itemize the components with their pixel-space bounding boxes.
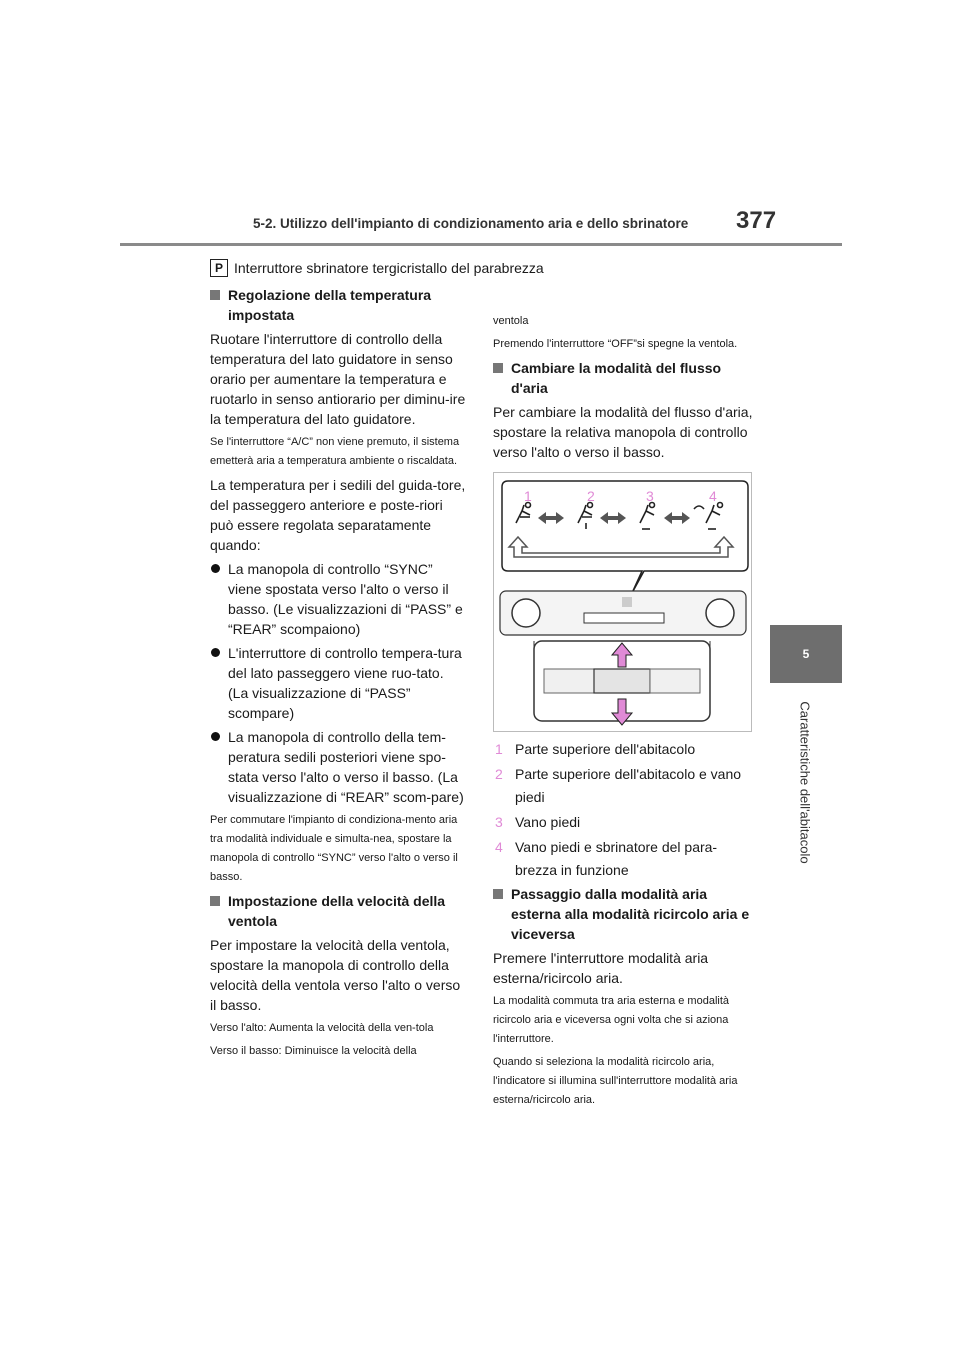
zoom-switch-left bbox=[544, 669, 594, 693]
mode-label-1: 1 bbox=[524, 488, 532, 504]
recirc-note-1: La modalità commuta tra aria esterna e modalità ricircolo aria e viceversa ogni volta che si aziona l'interruttore. bbox=[493, 995, 730, 1045]
fan-down-end: ventola bbox=[493, 315, 529, 327]
mode-num-4: 4 bbox=[495, 839, 503, 855]
chapter-tab[interactable] bbox=[770, 625, 842, 683]
fan-up-note: Verso l'alto: Aumenta la velocità della ven-tola bbox=[210, 1022, 434, 1034]
bullet-passenger: L'interruttore di controllo tempera-tura del lato passeggero viene ruo-tato. (La visualizzazione di “PASS” scompare) bbox=[210, 643, 466, 723]
zoom-switch-right bbox=[650, 669, 700, 693]
fan-heading: Impostazione della velocità della ventola bbox=[210, 891, 466, 931]
recirc-note-2: Quando si seleziona la modalità ricircolo aria, l'indicatore si illumina sull'interruttore modalità aria esterna/ricircolo aria. bbox=[493, 1056, 738, 1106]
mode-text-1: Parte superiore dell'abitacolo bbox=[515, 741, 696, 757]
mode-label-2: 2 bbox=[587, 488, 595, 504]
mode-label-4: 4 bbox=[709, 488, 717, 504]
p-item bbox=[210, 259, 544, 277]
left-knob-icon bbox=[512, 599, 540, 627]
fan-down-note: Verso il basso: Diminuisce la velocità della bbox=[210, 1045, 417, 1057]
mode-num-3: 3 bbox=[495, 814, 503, 830]
chapter-number: 5 bbox=[802, 647, 810, 661]
p-item-text: Interruttore sbrinatore tergicristallo del parabrezza bbox=[234, 260, 544, 276]
mode-item-2 bbox=[493, 763, 755, 809]
right-knob-icon bbox=[706, 599, 734, 627]
mode-item-1 bbox=[493, 738, 755, 761]
zoom-switch-center bbox=[594, 669, 650, 693]
left-column bbox=[210, 285, 466, 1065]
panel-indicator bbox=[622, 597, 632, 607]
mode-item-4 bbox=[493, 836, 755, 882]
p-label: P bbox=[210, 259, 228, 277]
mode-text-3: Vano piedi bbox=[515, 814, 581, 830]
mode-body: Per cambiare la modalità del flusso d'aria, spostare la relativa manopola di controllo verso l'alto o verso il basso. bbox=[493, 404, 753, 460]
off-note: Premendo l'interruttore “OFF”si spegne la ventola. bbox=[493, 338, 738, 350]
recirc-body: Premere l'interruttore modalità aria esterna/ricircolo aria. bbox=[493, 950, 709, 986]
sync-note: Per commutare l'impianto di condiziona-mento aria tra modalità individuale e simulta-nea, spostare la manopola di controllo “SYNC” verso l'alto o verso il basso. bbox=[210, 814, 458, 883]
airflow-figure bbox=[493, 472, 752, 732]
chapter-label: Caratteristiche dell'abitacolo bbox=[797, 701, 813, 864]
mode-item-3 bbox=[493, 811, 755, 834]
mode-text-2: Parte superiore dell'abitacolo e vano piedi bbox=[515, 766, 742, 805]
mode-text-4: Vano piedi e sbrinatore del para-brezza in funzione bbox=[515, 839, 718, 878]
right-column bbox=[493, 312, 755, 1114]
mode-num-1: 1 bbox=[495, 741, 503, 757]
recirc-heading: Passaggio dalla modalità aria esterna alla modalità ricircolo aria e viceversa bbox=[493, 884, 755, 944]
temp-heading: Regolazione della temperatura impostata bbox=[210, 285, 466, 325]
section-title: 5-2. Utilizzo dell'impianto di condizionamento aria e dello sbrinatore bbox=[253, 216, 689, 231]
temp-note: Se l'interruttore “A/C” non viene premuto, il sistema emetterà aria a temperatura ambiente o riscaldata. bbox=[210, 436, 460, 467]
page-number: 377 bbox=[736, 207, 777, 234]
header-rule bbox=[120, 243, 842, 246]
temp-body: Ruotare l'interruttore di controllo della temperatura del lato guidatore in senso orario per aumentare la temperatura e ruotarlo in senso antiorario per diminu-ire la temperatura del lato guidatore. bbox=[210, 331, 466, 427]
seats-body: La temperatura per i sedili del guida-tore, del passeggero anteriore e poste-riori può essere regolata separatamente quando: bbox=[210, 477, 466, 553]
bullet-rear: La manopola di controllo della tem-peratura sedili posteriori viene spo-stata verso l'alto o verso il basso. (La visualizzazione di “REAR” scom-pare) bbox=[210, 727, 466, 807]
mode-heading: Cambiare la modalità del flusso d'aria bbox=[493, 358, 755, 398]
fan-body: Per impostare la velocità della ventola, spostare la manopola di controllo della velocità della ventola verso l'alto o verso il basso. bbox=[210, 937, 461, 1013]
mode-num-2: 2 bbox=[495, 766, 503, 782]
panel-switches bbox=[584, 613, 664, 623]
airflow-diagram bbox=[494, 473, 751, 731]
bullet-sync: La manopola di controllo “SYNC” viene spostata verso l'alto o verso il basso. (Le visualizzazioni di “PASS” e “REAR” scompaiono) bbox=[210, 559, 466, 639]
mode-label-3: 3 bbox=[646, 488, 654, 504]
